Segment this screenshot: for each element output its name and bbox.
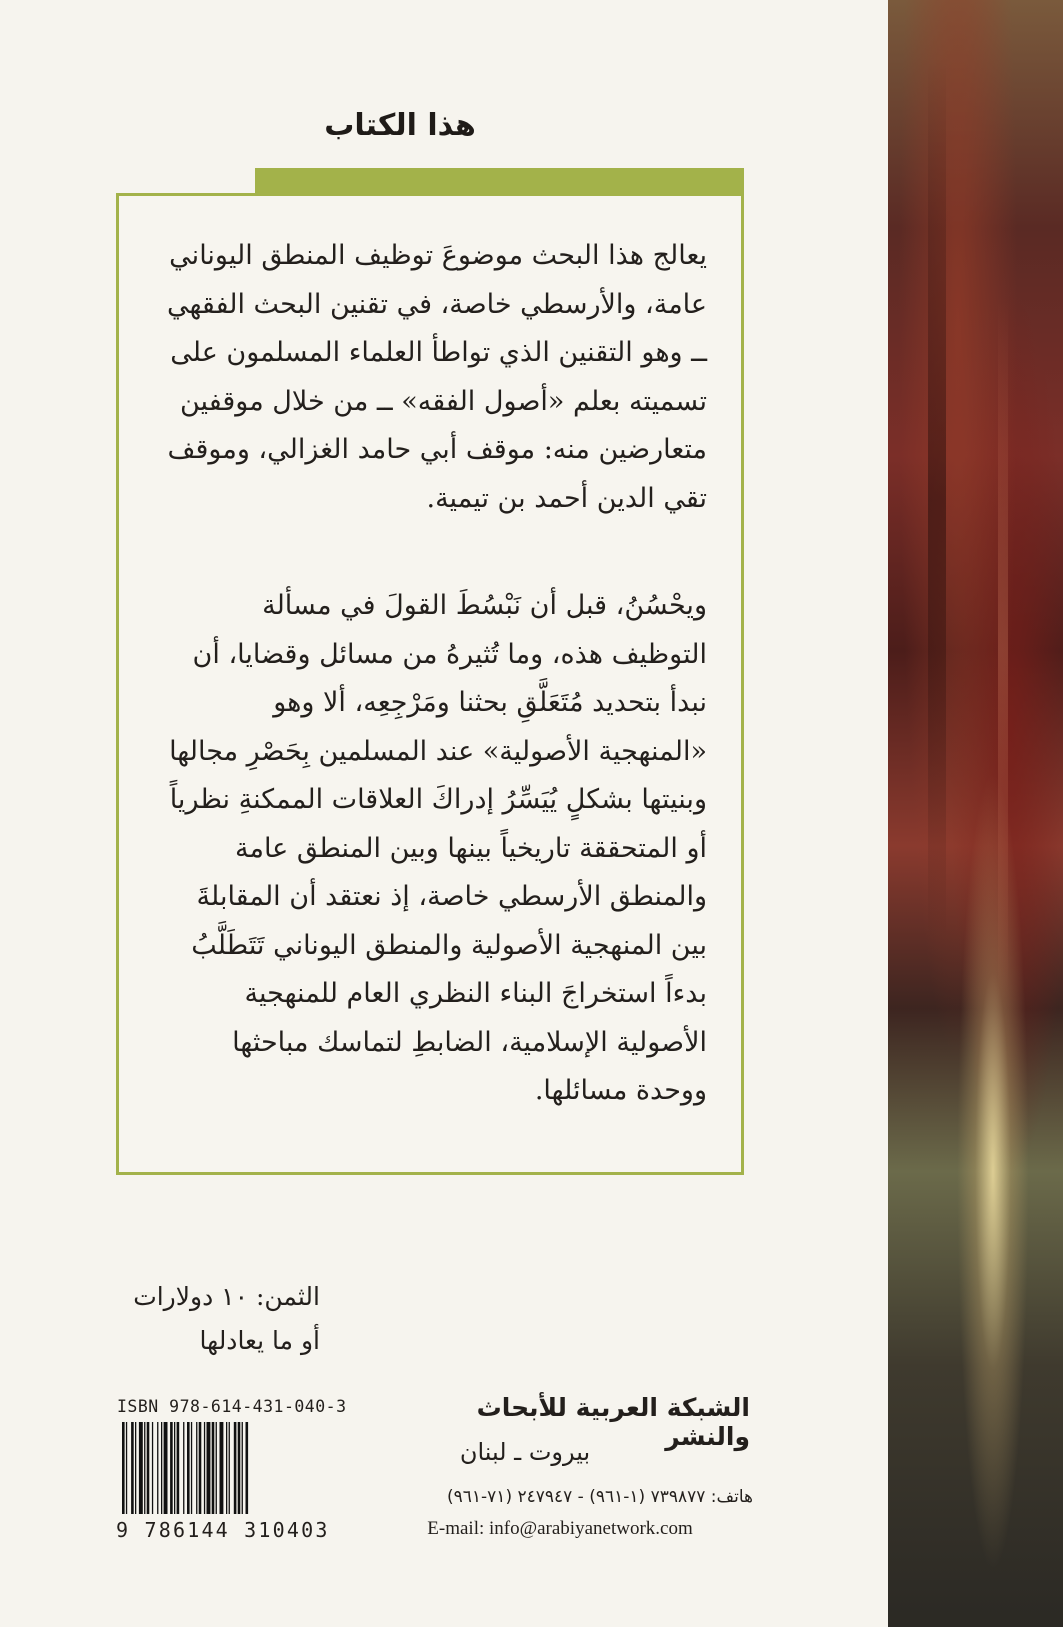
barcode-bar xyxy=(234,1422,237,1514)
blurb-paragraph-2: ويحْسُنُ، قبل أن نَبْسُطَ القولَ في مسألة التوظيف هذه، وما تُثيرهُ من مسائل وقضايا، أن نبدأ بتحديد مُتَعَلَّقِ بحثنا ومَرْجِعِه، ألا وهو «المنهجية الأصولية» عند المسلمين بِحَصْرِ مجالها وبنيتها بشكلٍ يُيَسِّرُ إدراكَ العلاقات الممكنةِ نظرياً أو المتحققة تاريخياً بينها وبين المنطق عامة والمنطق الأرسطي خاصة، إذ نعتقد أن المقابلةَ بين المنهجية الأصولية والمنطق اليوناني تَتَطَلَّبُ بدءاً استخراجَ البناء النظري العام للمنهجية الأصولية الإسلامية، الضابطِ لتماسك مباحثها ووحدة مسائلها. xyxy=(169,590,707,1106)
barcode-bar xyxy=(226,1422,227,1514)
barcode-bar xyxy=(164,1422,168,1514)
barcode-digits: 9 786144 310403 xyxy=(116,1518,330,1542)
barcode-bar xyxy=(187,1422,190,1514)
blurb-box xyxy=(116,193,744,1175)
cover-artwork-strip xyxy=(888,0,1063,1627)
barcode-bar xyxy=(139,1422,143,1514)
barcode-bar xyxy=(170,1422,173,1514)
barcode-bar xyxy=(161,1422,162,1514)
barcode-bar xyxy=(152,1422,153,1514)
barcode-bar xyxy=(199,1422,202,1514)
publisher-city: بيروت ـ لبنان xyxy=(459,1438,591,1466)
barcode-bar xyxy=(131,1422,134,1514)
barcode-bar xyxy=(216,1422,217,1514)
barcode xyxy=(116,1422,356,1542)
barcode-bar xyxy=(126,1422,127,1514)
barcode-bar xyxy=(212,1422,215,1514)
barcode-bar xyxy=(157,1422,158,1514)
barcode-bar xyxy=(229,1422,230,1514)
barcode-bar xyxy=(238,1422,241,1514)
barcode-bar xyxy=(122,1422,125,1514)
publisher-email: E-mail: info@arabiyanetwork.com xyxy=(427,1518,693,1539)
barcode-bar xyxy=(204,1422,205,1514)
heading-accent-bar xyxy=(255,168,744,193)
barcode-bar xyxy=(196,1422,197,1514)
barcode-bar xyxy=(135,1422,136,1514)
artwork-highlight xyxy=(998,300,1008,1000)
isbn-label: ISBN 978-614-431-040-3 xyxy=(117,1397,347,1416)
barcode-bar xyxy=(207,1422,211,1514)
publisher-phone: هاتف: ٧٣٩٨٧٧ (١-٩٦١) - ٢٤٧٩٤٧ (٧١-٩٦١) xyxy=(446,1487,753,1507)
barcode-bar xyxy=(242,1422,243,1514)
price-equivalent-line: أو ما يعادلها xyxy=(199,1326,320,1355)
blurb-paragraph-1: يعالج هذا البحث موضوعَ توظيف المنطق اليوناني عامة، والأرسطي خاصة، في تقنين البحث الفقهي ــ وهو التقنين الذي تواطأ العلماء المسلمون على تسميته بعلم «أصول الفقه» ــ من خلال موقفين متعارضين منه: موقف أبي حامد الغزالي، وموقف تقي الدين أحمد بن تيمية. xyxy=(166,240,707,514)
barcode-bar xyxy=(177,1422,180,1514)
barcode-bar xyxy=(147,1422,150,1514)
price-block xyxy=(120,1275,320,1363)
barcode-bar xyxy=(174,1422,175,1514)
barcode-bar xyxy=(183,1422,184,1514)
publisher-name: الشبكة العربية للأبحاث والنشر xyxy=(476,1393,750,1451)
price-line: الثمن: ١٠ دولارات xyxy=(133,1282,320,1311)
barcode-bars xyxy=(116,1422,356,1518)
barcode-bar xyxy=(220,1422,224,1514)
section-heading: هذا الكتاب xyxy=(324,108,476,143)
artwork-streak xyxy=(928,60,946,940)
barcode-bar xyxy=(246,1422,249,1514)
barcode-bar xyxy=(144,1422,145,1514)
barcode-bar xyxy=(191,1422,192,1514)
